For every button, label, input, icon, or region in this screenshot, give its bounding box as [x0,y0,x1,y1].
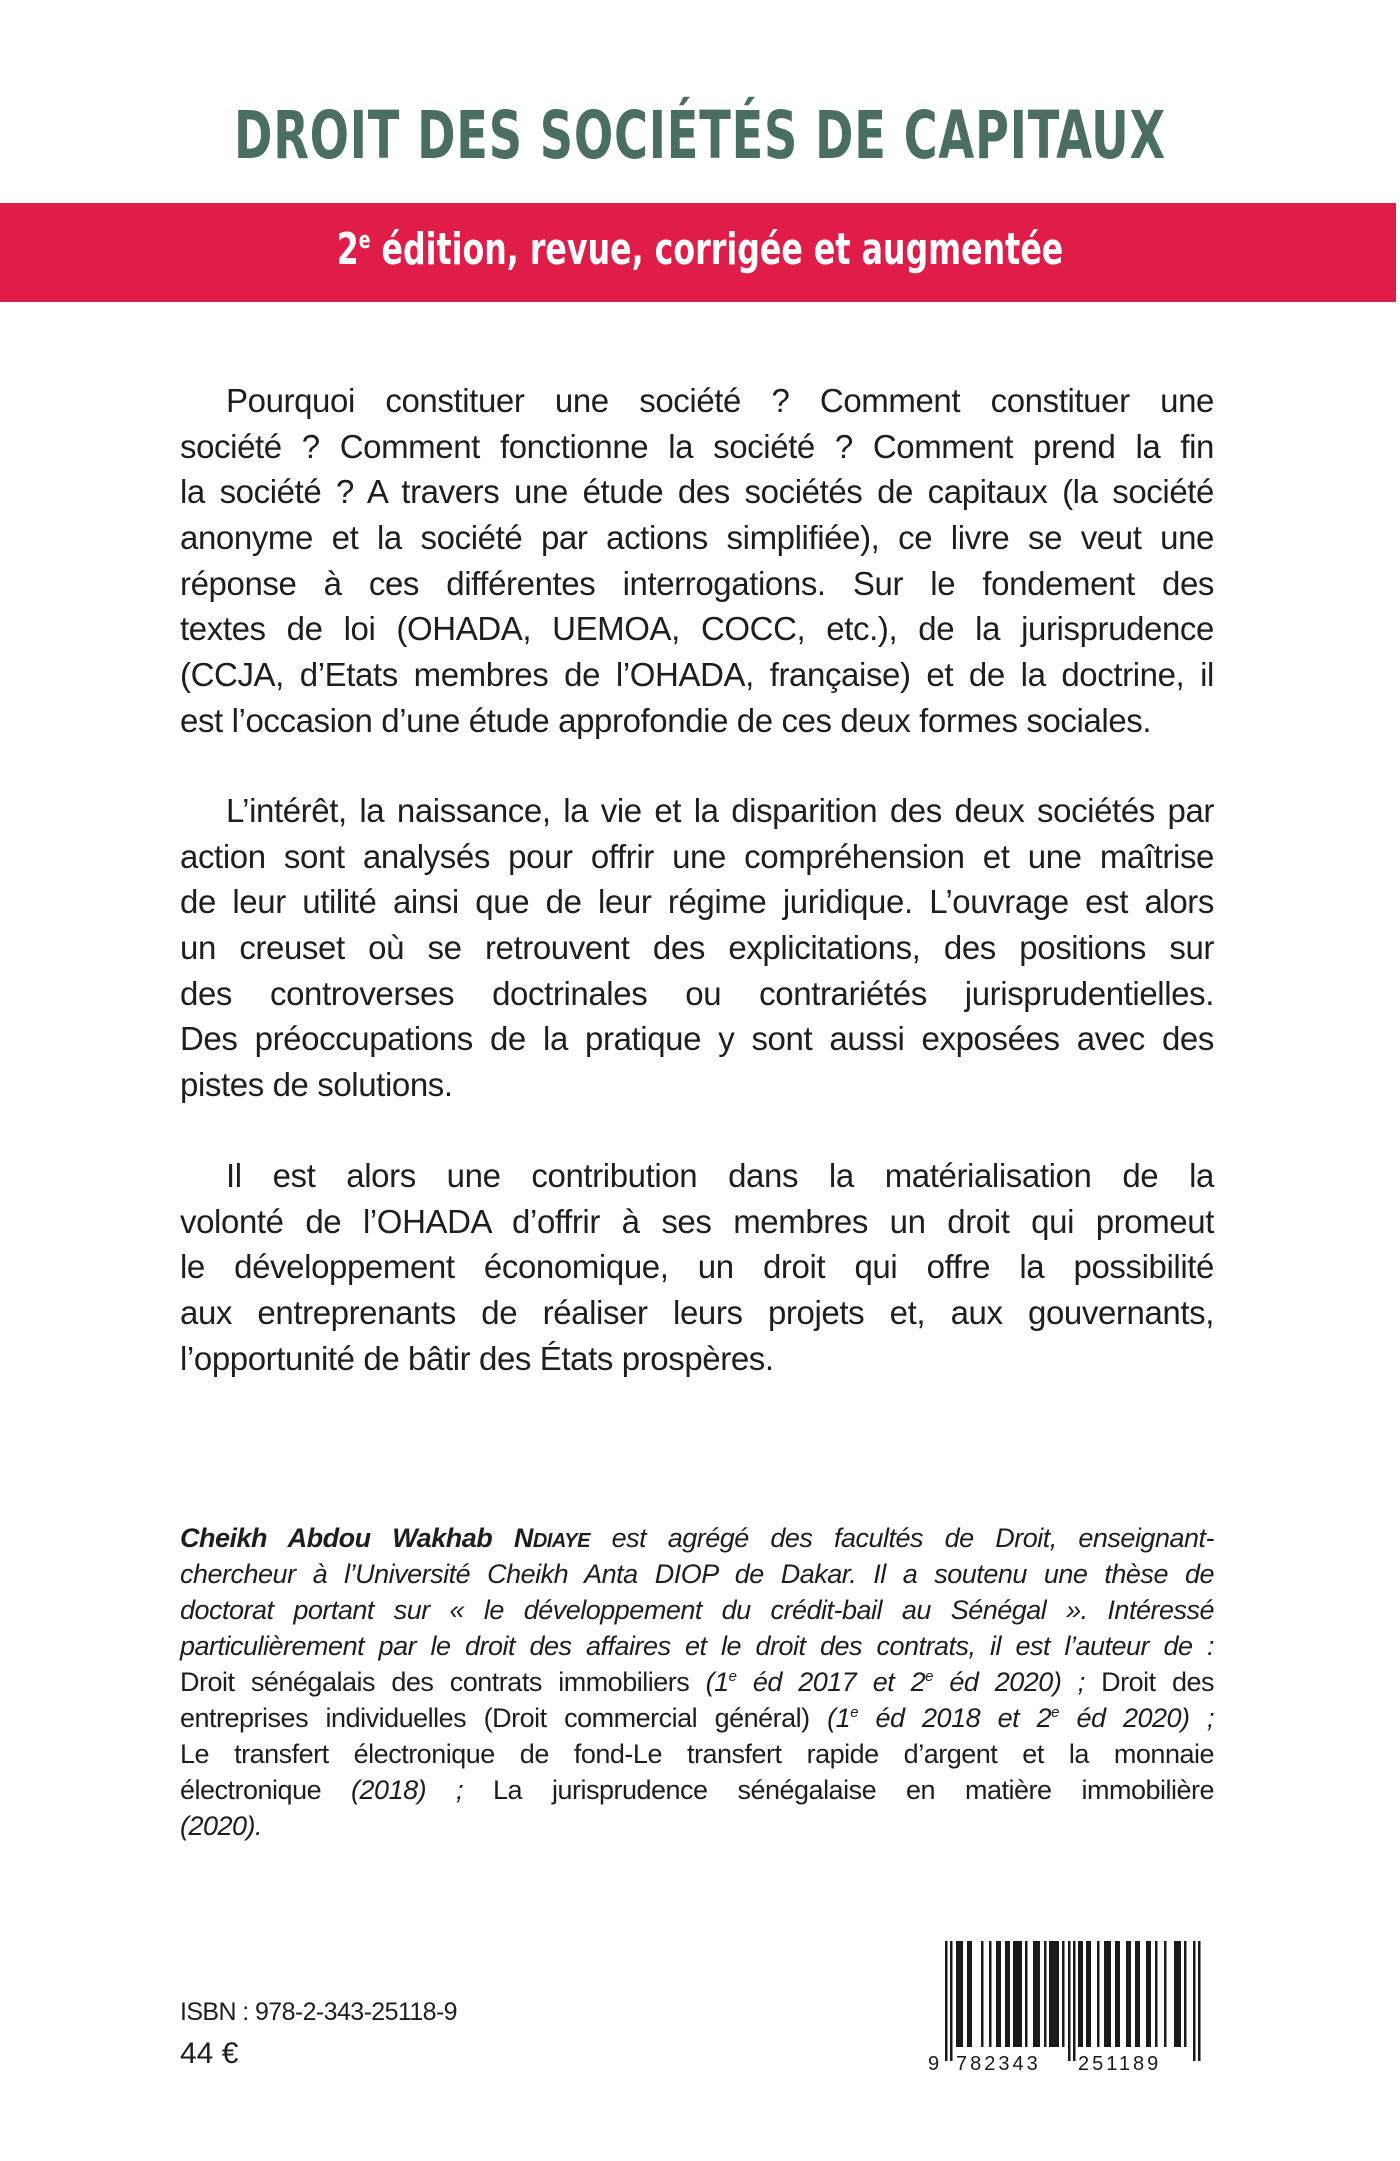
text-line: société ? Comment fonctionne la société ? Comment prend la fin [180,427,1214,465]
text-line: Des préoccupations de la pratique y sont aussi exposées avec des [180,1020,1214,1058]
text-line: Droit sénégalais des contrats immobiliers (1e éd 2017 et 2e éd 2020) ; Droit des [180,1667,1215,1697]
isbn-text: ISBN : 978-2-343-25118-9 [180,1998,457,2026]
text-line: (2020). [180,1811,263,1841]
text-line: est l’occasion d’une étude approfondie de ces deux formes sociales. [180,701,1152,739]
text-line: action sont analysés pour offrir une compréhension et une maîtrise [180,837,1214,875]
barcode-icon [920,1938,1220,2078]
text-line: des controverses doctrinales ou contrariétés jurisprudentielles. [180,974,1214,1012]
edition-number: 2 [336,224,359,275]
book-title: DROIT DES SOCIÉTÉS DE CAPITAUX [233,97,1167,174]
text-line: de leur utilité ainsi que de leur régime juridique. L’ouvrage est alors [180,883,1214,921]
text-line: chercheur à l’Université Cheikh Anta DIOP de Dakar. Il a soutenu une thèse de [180,1559,1214,1589]
text-line: Il est alors une contribution dans la matérialisation de la [226,1157,1214,1194]
text-line: L’intérêt, la naissance, la vie et la disparition des deux sociétés par [226,792,1214,829]
price-text: 44 € [180,2037,239,2070]
barcode-right-digits: 251189 [1078,2053,1162,2075]
blurb-paragraph-2 [180,788,1214,1108]
author-name: Cheikh Abdou Wakhab NDIAYE [180,1523,590,1553]
text-line: doctorat portant sur « le développement du crédit-bail au Sénégal ». Intéressé [180,1595,1214,1625]
text-line: volonté de l’OHADA d’offrir à ses membres un droit qui promeut [180,1202,1214,1240]
edition-superscript: e [358,226,371,254]
text-line: la société ? A travers une étude des sociétés de capitaux (la société [180,473,1214,511]
text-line: un creuset où se retrouvent des explicitations, des positions sur [180,929,1214,967]
text-line: Pourquoi constituer une société ? Comment constituer une [226,382,1214,419]
text-line: l’opportunité de bâtir des États prospères. [180,1339,774,1377]
text-line: aux entreprenants de réaliser leurs projets et, aux gouvernants, [180,1294,1214,1332]
edition-text: édition, revue, corrigée et augmentée [370,224,1064,275]
blurb-paragraph-3 [180,1153,1214,1381]
author-bio [180,1520,1214,1844]
text-line: Le transfert électronique de fond-Le transfert rapide d’argent et la monnaie [180,1739,1214,1769]
text-line: particulièrement par le droit des affaires et le droit des contrats, il est l’auteur de : [180,1631,1214,1661]
barcode-left-digits: 782343 [956,2053,1041,2075]
edition-subtitle [140,222,1260,278]
barcode-first-digit: 9 [928,2053,940,2075]
blurb-paragraph-1 [180,378,1214,744]
text-line: pistes de solutions. [180,1066,453,1104]
text-line: anonyme et la société par actions simplifiée), ce livre se veut une [180,519,1214,557]
text-line: textes de loi (OHADA, UEMOA, COCC, etc.), de la jurisprudence [180,610,1214,648]
text-line: électronique (2018) ; La jurisprudence sénégalaise en matière immobilière [180,1775,1214,1805]
text-line: entreprises individuelles (Droit commercial général) (1e éd 2018 et 2e éd 2020) ; [180,1703,1214,1733]
text-line: le développement économique, un droit qui offre la possibilité [180,1248,1214,1286]
text-line: réponse à ces différentes interrogations. Sur le fondement des [180,564,1214,602]
text-line: (CCJA, d’Etats membres de l’OHADA, française) et de la doctrine, il [180,656,1214,694]
text-line: Cheikh Abdou Wakhab NDIAYE est agrégé des facultés de Droit, enseignant- [180,1523,1214,1553]
